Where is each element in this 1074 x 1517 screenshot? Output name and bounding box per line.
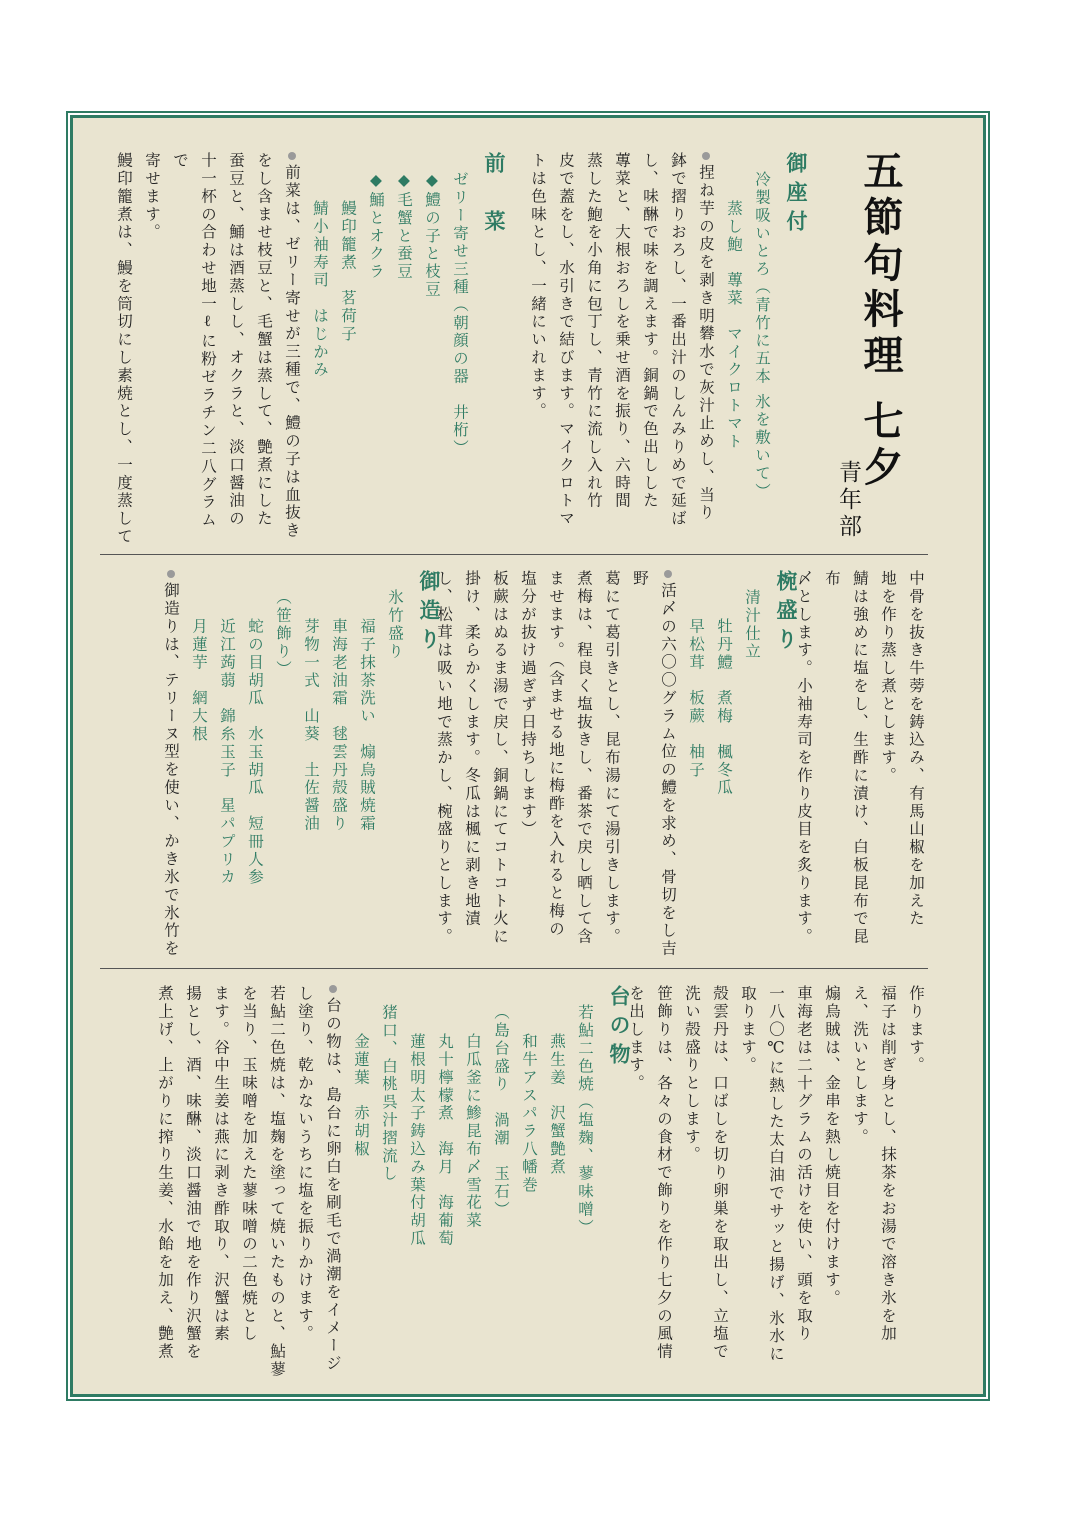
text-line: 〆とします。小袖寿司を作り皮目を炙ります。: [795, 570, 813, 946]
menu-line: 清汁仕立: [743, 588, 761, 661]
section-zensai: [108, 152, 508, 547]
text-line: 福子は削ぎ身とし、抹茶をお湯で溶き氷を加: [879, 985, 897, 1343]
heading-zensai: 前 菜: [482, 152, 506, 239]
section-wanmori: [435, 570, 800, 960]
menu-line: 福子抹茶洗い 煽烏賊焼霜: [358, 618, 376, 833]
menu-line: 丸十檸檬煮 海月 海葡萄: [436, 1033, 454, 1248]
text-line: 前菜は、ゼリー寄せが三種で、鱧の子は血抜き: [278, 152, 306, 547]
menu-line: 燕生姜 沢蟹艶煮: [548, 1033, 566, 1177]
menu-line: 蛇の目胡瓜 水玉胡瓜 短冊人参: [246, 618, 264, 887]
text-line: 殻雲丹は、口ばしを切り卵巣を取出し、立塩で: [711, 985, 729, 1361]
menu-line: 氷竹盛り: [386, 588, 404, 661]
author-label: 青年部: [835, 460, 861, 541]
heading-dainomono: 台の物: [607, 985, 631, 1072]
text-line: 寄せます。: [143, 152, 161, 242]
text-line: 蒸した鮑を小角に包丁し、青竹に流し入れ竹: [585, 152, 603, 510]
menu-line: 蓮根明太子鋳込み葉付胡瓜: [408, 1033, 426, 1248]
text-line: 作ります。: [907, 985, 925, 1075]
text-line: 活〆の六〇〇グラム位の鱧を求め、骨切をし吉野: [626, 570, 682, 960]
menu-line: 鰻印籠煮 茗荷子: [339, 200, 357, 344]
text-line: 鉢で摺りおろし、一番出汁のしんみりめで延ば: [669, 152, 687, 528]
menu-line: 金蓮葉 赤胡椒: [352, 1033, 370, 1159]
menu-line: （笹飾り）: [274, 588, 292, 679]
menu-line: ◆鯒とオクラ: [367, 170, 385, 281]
heading-gozatsuki: 御座付: [784, 152, 808, 239]
menu-line: 牡丹鱧 煮梅 楓冬瓜: [715, 618, 733, 798]
text-line: 台の物は、島台に卵白を刷毛で渦潮をイメージ: [319, 985, 347, 1380]
text-line: し塗り、乾かないうちに塩を振りかけます。: [296, 985, 314, 1343]
section-otsukuri: [108, 570, 443, 960]
text-line: トは色味とし、一緒にいれます。: [529, 152, 547, 421]
menu-line: 和牛アスパラ八幡巻: [520, 1033, 538, 1195]
text-line: し、松茸は吸い地で蒸かし、椀盛りとします。: [435, 570, 453, 946]
text-line: 煮上げ、上がりに搾り生姜、水飴を加え、艶煮: [156, 985, 174, 1361]
page-title: 五節句料理 七夕: [857, 150, 904, 492]
menu-line: 近江蒟蒻 錦糸玉子 星パプリカ: [218, 618, 236, 887]
text-line: ます。谷中生姜は燕に剥き酢取り、沢蟹は素: [212, 985, 230, 1343]
text-line: 葛にて葛引きとし、昆布湯にて湯引きします。: [603, 570, 621, 946]
menu-line: 鯖小袖寿司 はじかみ: [311, 200, 329, 380]
text-line: 蓴菜と、大根おろしを乗せ酒を振り、六時間: [613, 152, 631, 510]
menu-line: 車海老油霜 毬雲丹殻盛り: [330, 618, 348, 833]
text-line: 塩分が抜け過ぎず日持ちします）: [519, 570, 537, 839]
text-line: 十一杯の合わせ地一ℓに粉ゼラチン二八グラムで: [171, 152, 217, 530]
text-line: 若鮎二色焼は、塩麹を塗って焼いたものと、鮎蓼: [268, 985, 286, 1379]
text-line: を当り、玉味噌を加えた蓼味噌の二色焼とし: [240, 985, 258, 1343]
section-continue2: [627, 985, 930, 1380]
menu-line: （島台盛り 渦潮 玉石）: [492, 1003, 510, 1219]
menu-line: ゼリー寄せ三種（朝顔の器 井桁）: [451, 170, 469, 457]
text-line: 捏ね芋の皮を剥き明礬水で灰汁止めし、当り: [692, 152, 720, 547]
text-line: 笹飾りは、各々の食材で飾りを作り七夕の風情: [655, 985, 673, 1361]
menu-line: 冷製吸いとろ（青竹に五本 氷を敷いて）: [753, 170, 771, 501]
text-line: 一八〇℃に熱した太白油でサッと揚げ、氷水に: [767, 985, 785, 1364]
menu-line: 芽物一式 山葵 土佐醤油: [302, 618, 320, 833]
text-line: をし含ませ枝豆と、毛蟹は蒸して、艶煮にした: [255, 152, 273, 528]
text-line: 揚とし、酒、味醂、淡口醤油で地を作り沢蟹を: [184, 985, 202, 1361]
text-line: え、洗いとします。: [851, 985, 869, 1147]
text-line: ませます。（含ませる地に梅酢を入れると梅の: [547, 570, 565, 939]
text-line: し、味醂で味を調えます。銅鍋で色出しした: [641, 152, 659, 510]
heading-wanmori: 椀盛り: [774, 570, 798, 657]
text-line: 掛け、柔らかくします。冬瓜は楓に剥き地漬: [463, 570, 481, 928]
menu-line: 蒸し鮑 蓴菜 マイクロトマト: [725, 200, 743, 451]
text-line: 取ります。: [739, 985, 757, 1075]
menu-line: ◆鱧の子と枝豆: [423, 170, 441, 299]
text-line: 煮梅は、程良く塩抜きし、番茶で戻し晒して含: [575, 570, 593, 946]
text-line: 煽烏賊は、金串を熱し焼目を付けます。: [823, 985, 841, 1308]
menu-line: 猪口、白桃呉汁摺流し: [380, 1003, 398, 1183]
text-line: 鯖は強めに塩をし、生酢に漬け、白板昆布で昆布: [823, 570, 869, 946]
menu-line: 月蓮芋 網大根: [190, 618, 208, 744]
text-line: 洗い殻盛りとします。: [683, 985, 701, 1164]
section-gozatsuki: [510, 152, 810, 547]
section-continue1: [795, 570, 930, 960]
text-line: 中骨を抜き牛蒡を鋳込み、有馬山椒を加えた: [907, 570, 925, 928]
text-line: 地を作り蒸し煮とします。: [879, 570, 897, 785]
text-line: を出します。: [627, 985, 645, 1093]
text-line: 板蕨はぬるま湯で戻し、銅鍋にてコトコト火に: [491, 570, 509, 946]
menu-line: 若鮎二色焼（塩麹、蓼味噌）: [576, 1003, 594, 1237]
text-line: 皮で蓋をし、水引きで結びます。マイクロトマ: [557, 152, 575, 528]
text-line: 御造りは、テリーヌ型を使い、かき氷で氷竹を: [157, 570, 185, 960]
text-line: 鰻印籠煮は、鰻を筒切にし素焼とし、一度蒸して: [115, 152, 133, 546]
heading-otsukuri: 御造り: [417, 570, 441, 657]
text-line: 車海老は二十グラムの活けを使い、頭を取り: [795, 985, 813, 1343]
menu-line: 白瓜釜に鯵昆布〆雪花菜: [464, 1033, 482, 1230]
menu-line: 早松茸 板蕨 柚子: [687, 618, 705, 780]
section-dainomono: [108, 985, 633, 1380]
text-line: 蚕豆と、鯒は酒蒸しし、オクラと、淡口醤油の: [227, 152, 245, 528]
divider-top: [100, 554, 928, 555]
menu-line: ◆毛蟹と蚕豆: [395, 170, 413, 281]
divider-middle: [100, 968, 928, 969]
